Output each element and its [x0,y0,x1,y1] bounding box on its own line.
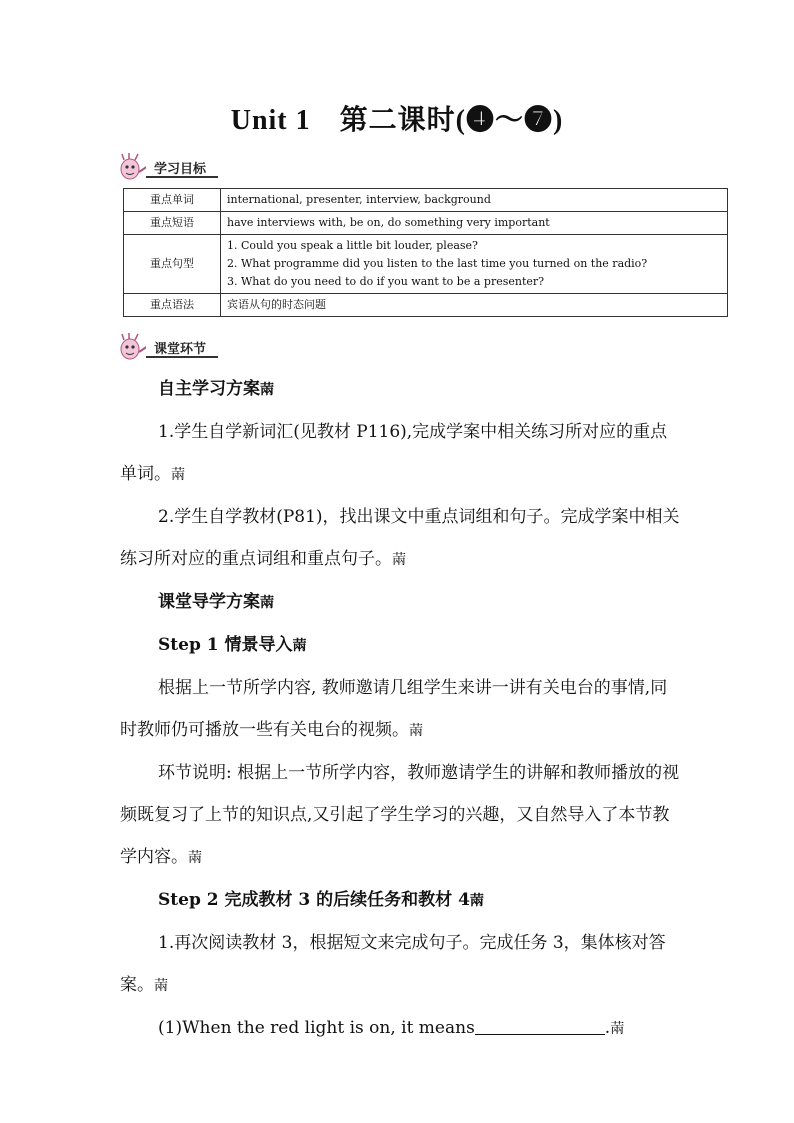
table-cell-label: 重点语法 [124,294,221,317]
marker-glyph: 䓣 [292,638,307,654]
section-goals-banner [146,158,218,178]
section-class-header [118,332,248,362]
section-goals-title: 学习目标 [154,162,207,177]
fill-blank-question: (1)When the red light is on, it means .䓣 [158,1018,625,1038]
table-row [124,212,728,235]
marker-glyph: 䓣 [154,978,168,994]
marker-glyph: 䓣 [409,723,423,739]
page-title: Unit 1 第二课时(❹～❼) [230,105,564,136]
sentence-line: 2. What programme did you listen to the last time you turned on the radio? [227,257,648,270]
section-class-banner [146,338,218,358]
table-cell-label: 重点单词 [124,189,221,212]
table-row [124,189,728,212]
marker-glyph: 䓣 [260,382,274,398]
lesson-body [120,368,680,1050]
table-row [124,235,728,294]
marker-glyph: 䓣 [392,552,406,568]
sentence-line: 3. What do you need to do if you want to be a presenter? [227,275,545,288]
paragraph: 2.学生自学教材(P81)，找出课文中重点词组和句子。完成学案中相关练习所对应的重点词组和重点句子。䓣 [120,507,680,569]
marker-glyph: 䓣 [610,1021,625,1037]
step2-heading: Step 2 完成教材 3 的后续任务和教材 4䓣 [158,890,484,910]
section-goals-header [118,152,248,182]
table-cell-content [221,235,728,294]
step1-heading: Step 1 情景导入䓣 [158,635,307,655]
paragraph: 1.再次阅读教材 3，根据短文来完成句子。完成任务 3，集体核对答案。䓣 [120,933,666,995]
marker-glyph: 䓣 [171,467,185,483]
section-class-title: 课堂环节 [154,342,207,357]
table-cell-label: 重点句型 [124,235,221,294]
table-cell-content: have interviews with, be on, do something very important [221,212,728,235]
marker-glyph: 䓣 [469,893,484,909]
table-cell-label: 重点短语 [124,212,221,235]
table-cell-content: international, presenter, interview, background [221,189,728,212]
paragraph: 环节说明: 根据上一节所学内容，教师邀请学生的讲解和教师播放的视频既复习了上节的知识点,又引起了学生学习的兴趣，又自然导入了本节教学内容。䓣 [120,763,680,867]
marker-glyph: 䓣 [260,595,274,611]
table-row [124,294,728,317]
paragraph: 1.学生自学新词汇(见教材 P116),完成学案中相关练习所对应的重点单词。䓣 [120,422,668,484]
table-cell-content: 宾语从句的时态问题 [221,294,728,317]
marker-glyph: 䓣 [188,850,202,866]
self-study-heading: 自主学习方案䓣 [158,379,274,399]
goals-table [123,188,728,317]
paragraph: 根据上一节所学内容, 教师邀请几组学生来讲一讲有关电台的事情,同时教师仍可播放一些有关电台的视频。䓣 [120,678,668,740]
guide-heading: 课堂导学方案䓣 [158,592,274,612]
answer-blank[interactable] [475,1016,605,1035]
sentence-line: 1. Could you speak a little bit louder, please? [227,239,478,252]
